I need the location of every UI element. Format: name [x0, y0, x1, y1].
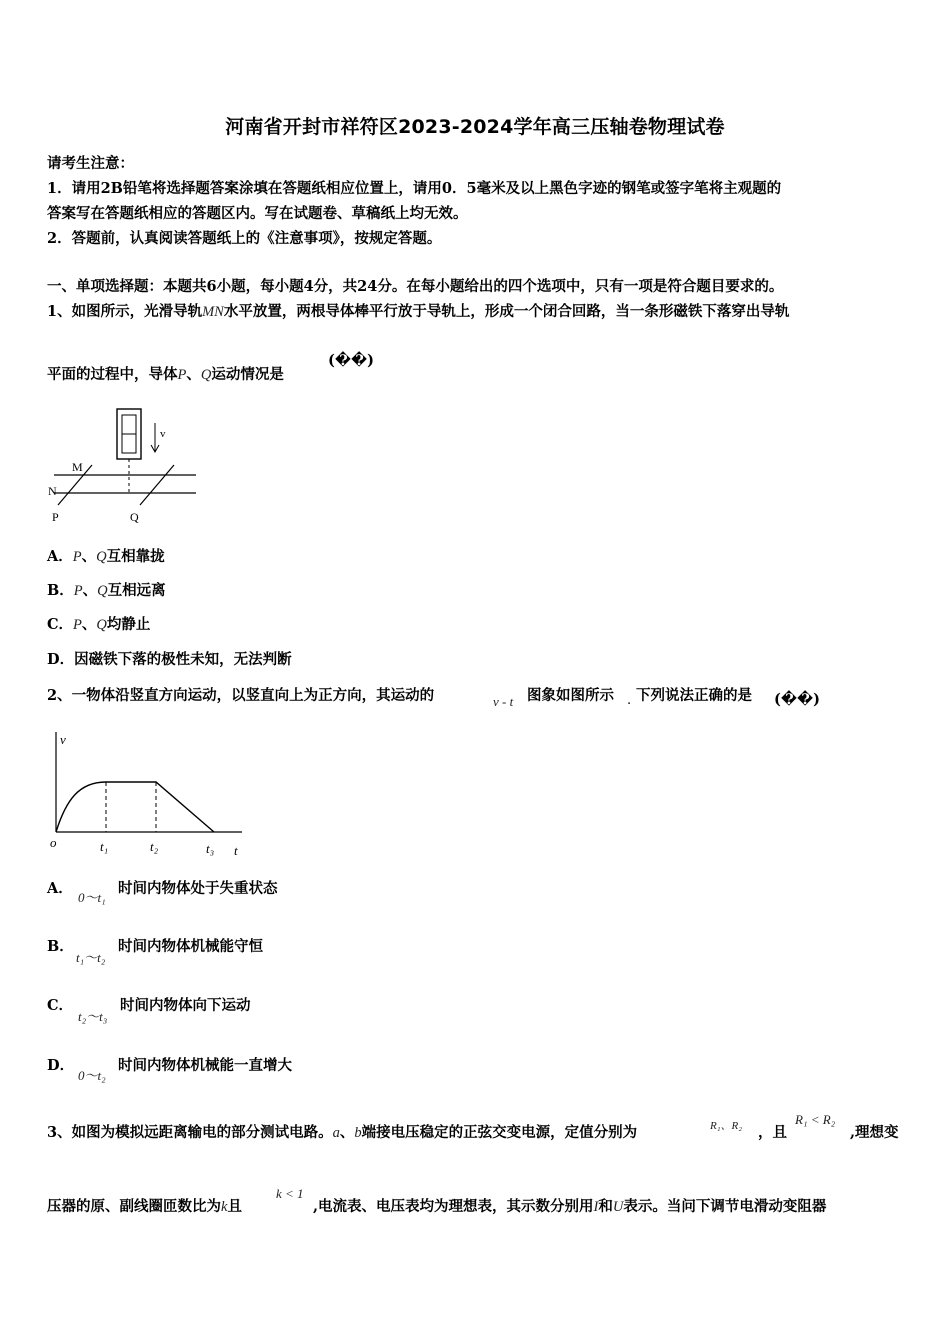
q2-vt-graph [44, 730, 254, 862]
q3-stem-line-2a: 压器的原、副线圈匝数比为k且 [47, 1198, 242, 1215]
q2-option-d-label[interactable]: D． [47, 1057, 75, 1074]
notice-line-1: 1．请用2B铅笔将选择题答案涂填在答题纸相应位置上，请用0．5毫米及以上黑色字迹的钢笔或签字笔将主观题的 [47, 180, 782, 197]
q1-figure [44, 405, 204, 525]
q2-vt: v - t [493, 694, 514, 709]
q1-answer-paren: (��) [328, 352, 375, 369]
q3-stem-line-1-end: ,理想变 [850, 1124, 899, 1141]
label-p: P [52, 510, 59, 524]
axis-label-t: t [234, 843, 238, 858]
q2-option-b-label[interactable]: B． [47, 938, 74, 955]
label-n: N [48, 484, 57, 498]
q2-option-c-range: t₂～t₃ [78, 1009, 108, 1024]
vt-curve [56, 782, 214, 832]
q2-stem-a: 2、一物体沿竖直方向运动，以竖直向上为正方向，其运动的 [47, 687, 435, 704]
tick-t1: t₁ [100, 839, 109, 854]
q1-mn: MN [202, 304, 224, 320]
q3-stem-line-2b: ,电流表、电压表均为理想表，其示数分别用I和U表示。当问下调节电滑动变阻器 [313, 1198, 827, 1215]
q3-k-inequality: k < 1 [276, 1186, 304, 1201]
q1-option-c[interactable]: C．P、Q均静止 [47, 616, 151, 633]
q2-option-b-range: t₁～t₂ [76, 950, 106, 965]
q1-option-a[interactable]: A．P、Q互相靠拢 [47, 548, 165, 565]
q3-and: ，且 [758, 1124, 787, 1141]
q3-r1-r2: R₁、R₂ [710, 1120, 743, 1132]
q2-stem-b: 图象如图所示 [527, 687, 614, 704]
q2-stem-c: 下列说法正确的是 [636, 687, 752, 704]
notice-line-2: 答案写在答题纸相应的答题区内。写在试题卷、草稿纸上均无效。 [47, 205, 468, 222]
q1-option-b[interactable]: B．P、Q互相远离 [47, 582, 166, 599]
q1-option-d[interactable]: D．因磁铁下落的极性未知，无法判断 [47, 651, 292, 668]
axis-label-v: v [60, 732, 66, 747]
rod-q [140, 465, 174, 505]
label-q: Q [130, 510, 139, 524]
tick-t2: t₂ [150, 839, 159, 854]
q2-option-b-text[interactable]: 时间内物体机械能守恒 [118, 938, 263, 955]
q2-option-d-range: 0～t₂ [78, 1068, 106, 1083]
notice-heading: 请考生注意： [47, 155, 134, 172]
q2-dot: . [627, 693, 632, 708]
q3-r-inequality: R₁ < R₂ [795, 1112, 836, 1127]
origin-label: o [50, 835, 57, 850]
q2-option-a-label[interactable]: A． [47, 880, 73, 897]
notice-line-3: 2．答题前，认真阅读答题纸上的《注意事项》，按规定答题。 [47, 230, 442, 247]
q1-stem-line-1: 1、如图所示，光滑导轨MN水平放置，两根导体棒平行放于导轨上，形成一个闭合回路，当一条形磁铁下落穿出导轨 [47, 303, 790, 320]
q1-stem-line-2: 平面的过程中，导体P、Q运动情况是 [47, 366, 284, 383]
section-heading: 一、单项选择题：本题共6小题，每小题4分，共24分。在每小题给出的四个选项中，只有一项是符合题目要求的。 [47, 278, 784, 295]
q2-option-c-label[interactable]: C． [47, 997, 74, 1014]
q2-option-c-text[interactable]: 时间内物体向下运动 [120, 997, 251, 1014]
q2-answer-paren: (��) [774, 691, 821, 708]
q2-option-d-text[interactable]: 时间内物体机械能一直增大 [118, 1057, 292, 1074]
tick-t3: t₃ [206, 841, 215, 856]
q3-stem-line-1: 3、如图为模拟远距离输电的部分测试电路。a、b端接电压稳定的正弦交变电源，定值分别为 [47, 1124, 638, 1141]
label-v: v [160, 428, 166, 440]
q2-option-a-range: 0～t₁ [78, 890, 106, 905]
page-title: 河南省开封市祥符区2023-2024学年高三压轴卷物理试卷 [225, 116, 725, 138]
q2-option-a-text[interactable]: 时间内物体处于失重状态 [118, 880, 278, 897]
label-m: M [72, 460, 83, 474]
